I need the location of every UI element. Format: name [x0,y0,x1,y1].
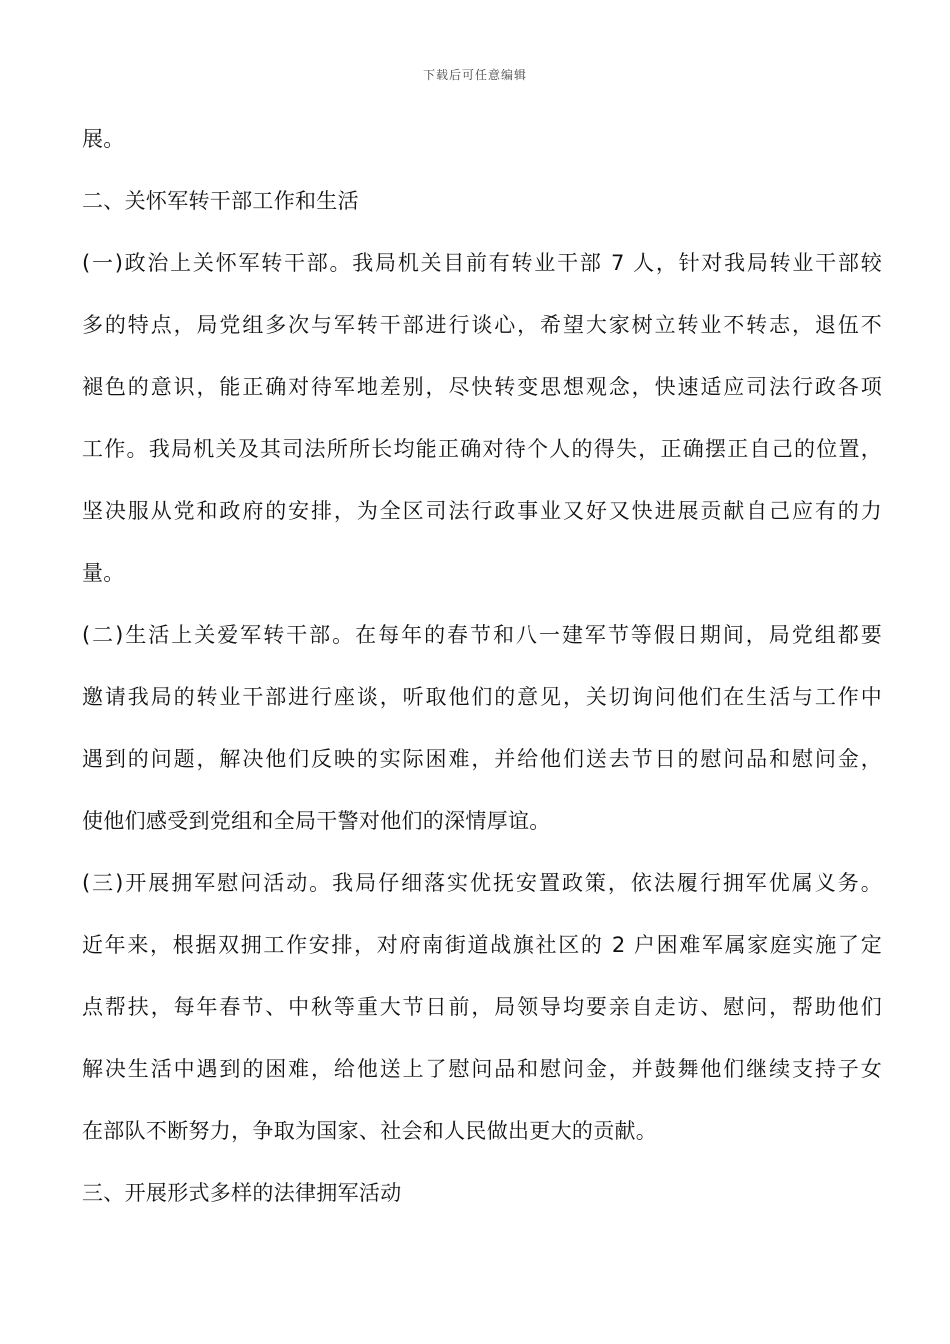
paragraph-line: 点帮扶，每年春节、中秋等重大节日前，局领导均要亲自走访、慰问，帮助他们 [82,995,882,1019]
paragraph-line: 解决生活中遇到的困难，给他送上了慰问品和慰问金，并鼓舞他们继续支持子女 [82,1057,882,1081]
paragraph-line: 在部队不断努力，争取为国家、社会和人民做出更大的贡献。 [82,1119,658,1143]
paragraph-line: (三)开展拥军慰问活动。我局仔细落实优抚安置政策，依法履行拥军优属义务。 [82,871,882,895]
paragraph-line: 褪色的意识，能正确对待军地差别，尽快转变思想观念，快速适应司法行政各项 [82,375,882,399]
paragraph-line: 工作。我局机关及其司法所所长均能正确对待个人的得失，正确摆正自己的位置， [82,437,882,461]
paragraph-line: (一)政治上关怀军转干部。我局机关目前有转业干部 7 人，针对我局转业干部较 [82,251,882,275]
paragraph-line: 多的特点，局党组多次与军转干部进行谈心，希望大家树立转业不转志，退伍不 [82,313,882,337]
page-header: 下载后可任意编辑 [422,68,527,82]
paragraph-line: 量。 [82,561,125,585]
section-heading: 三、开展形式多样的法律拥军活动 [82,1181,402,1205]
paragraph-line: (二)生活上关爱军转干部。在每年的春节和八一建军节等假日期间，局党组都要 [82,623,882,647]
document-body [82,108,882,1224]
paragraph-line: 展。 [82,127,125,151]
section-heading: 二、关怀军转干部工作和生活 [82,189,359,213]
paragraph-line: 使他们感受到党组和全局干警对他们的深情厚谊。 [82,809,551,833]
paragraph-line: 近年来，根据双拥工作安排，对府南街道战旗社区的 2 户困难军属家庭实施了定 [82,933,882,957]
paragraph-line: 坚决服从党和政府的安排，为全区司法行政事业又好又快进展贡献自己应有的力 [82,499,882,523]
paragraph-line: 邀请我局的转业干部进行座谈，听取他们的意见，关切询问他们在生活与工作中 [82,685,882,709]
paragraph-line: 遇到的问题，解决他们反映的实际困难，并给他们送去节日的慰问品和慰问金， [82,747,882,771]
